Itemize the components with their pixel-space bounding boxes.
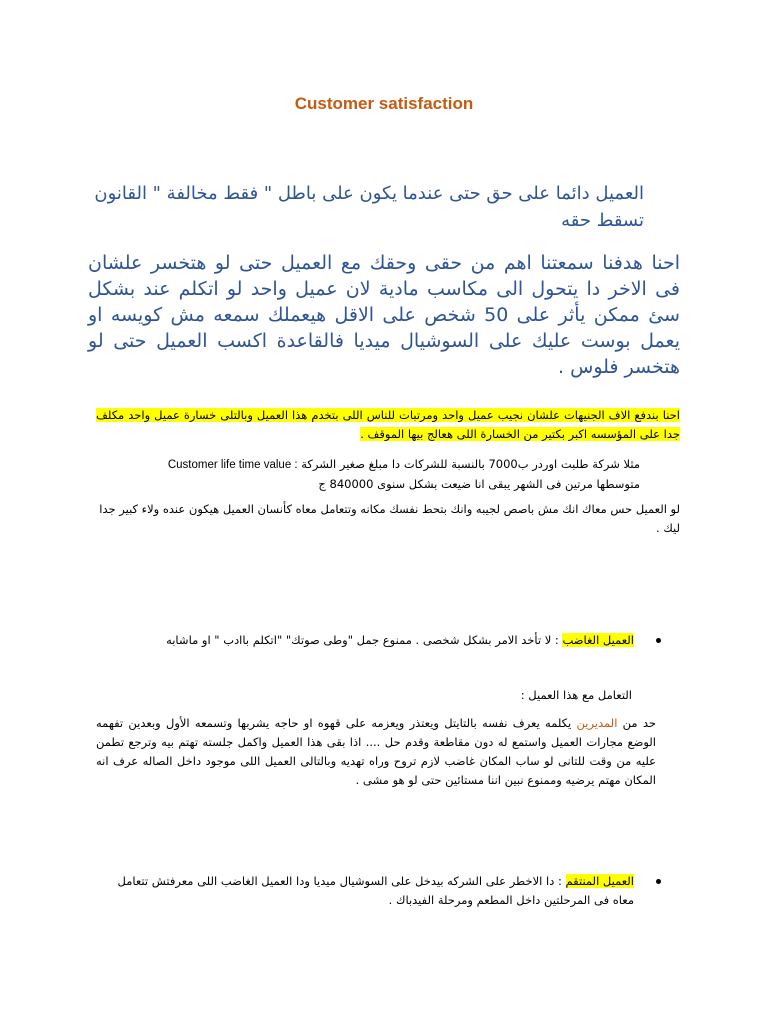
dealing-heading: التعامل مع هذا العميل : [520,688,632,702]
angry-customer-text: : لا تأخد الامر بشكل شخصى . ممنوع جمل "وطى صوتك" "اتكلم باادب " او ماشابه [166,633,563,647]
dealing-paragraph [96,714,656,790]
managers-word: المديرين [576,716,618,730]
cost-paragraph [96,406,680,444]
bullet-icon [656,879,661,884]
vengeful-customer-bullet [96,872,634,910]
rule-paragraph: العميل دائما على حق حتى عندما يكون على باطل " فقط مخالفة " القانون تسقط حقه [94,183,644,231]
angry-customer-term: العميل الغاضب [562,633,634,647]
dealing-text-start: حد من [617,716,656,730]
clv-example-text: مثلا شركة طلبت اوردر ب7000 بالنسبة للشركات دا مبلغ صغير الشركة [301,457,640,471]
goal-paragraph: احنا هدفنا سمعتنا اهم من حقى وحقك مع العميل حتى لو هتخسر علشان فى الاخر دا يتحول الى مكاسب مادية لان عميل واحد لو اتكلم عند بشكل سئ ممكن يأثر على 50 شخص على الاقل هيعملك سمعه مش كويسه او يعمل بوست عليك على السوشيال ميديا فالقاعدة اكسب العميل حتى لو هتخسر فلوس . [88,252,680,378]
document-title: Customer satisfaction [294,94,474,113]
clv-english-label: Customer life time value : [167,459,298,471]
clv-paragraph [88,455,640,494]
clv-annual-text: متوسطها مرتين فى الشهر يبقى انا ضيعت بشكل سنوى 840000 ج [318,477,640,491]
vengeful-customer-text: : دا الاخطر على الشركه بيدخل على السوشيال ميديا ودا العميل الغاضب اللى معرفتش تتعامل معاه فى المرحلتين داخل المطعم ومرحلة الفيدباك . [117,874,634,907]
vengeful-customer-term: العميل المنتقم [565,874,634,888]
cost-paragraph-text: احنا بندفع الاف الجنيهات علشان نجيب عميل واحد ومرتبات للناس اللى بتخدم هذا العميل وبالتلى خسارة عميل واحد مكلف جدا على المؤسسه اكبر بكتير من الخسارة اللى هعالج بيها الموقف . [96,408,680,441]
loyalty-paragraph: لو العميل حس معاك انك مش باصص لجيبه وانك بتحط نفسك مكانه وتتعامل معاه كأنسان العميل هيكون عنده ولاء كبير جدا ليك . [99,502,680,535]
bullet-icon [656,638,661,643]
dealing-text-rest: يكلمه يعرف نفسه بالتايتل ويعتذر ويعزمه على قهوه او حاجه يشربها وتسمعه الأول وبعدين تفهمه الوضع مجارات العميل واستمع له دون مقاطعة وقدم حل .... اذا بقى هذا العميل واكمل جلسته تهتم بيه وترجع تطمن عليه من وقت للتانى لو ساب المكان غاضب لازم تروح وراه تهديه وبالتالى العميل اللى موجود داخل الصاله عرف انه المكان مهتم يرضيه وممنوع نبين اننا مستائين حتى لو هو مشى . [96,716,656,787]
angry-customer-bullet [110,631,634,650]
